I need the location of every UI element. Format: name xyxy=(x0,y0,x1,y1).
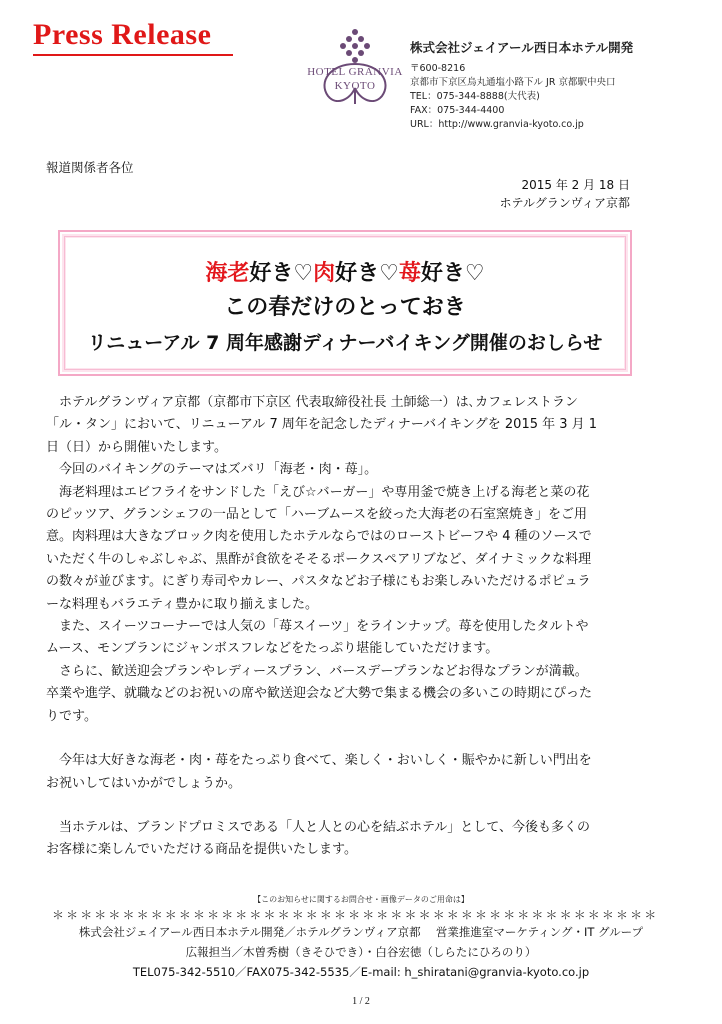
company-fax: FAX：075-344-4400 xyxy=(410,105,505,116)
body-line: 今回のバイキングのテーマはズバリ「海老・肉・苺」。 xyxy=(46,462,378,478)
headline-line-1 xyxy=(60,256,630,287)
press-release-title: Press Release xyxy=(33,18,212,51)
body-line: 意。肉料理は大きなブロック肉を使用したホテルならではのローストビーフや 4 種のソースで xyxy=(46,529,592,545)
company-tel: TEL：075-344-8888(大代表) xyxy=(410,91,540,102)
body-line: 卒業や進学、就職などのお祝いの席や歓送迎会など大勢で集まる機会の多いこの時期にぴった xyxy=(46,686,593,702)
body-line: 「ル・タン」において、リニューアル 7 周年を記念したディナーバイキングを 2015 年 3 月 1 xyxy=(46,417,598,433)
body-line: 当ホテルは、ブランドプロミスである「人と人との心を結ぶホテル」として、今後も多くの xyxy=(46,819,591,835)
body-line: 日（日）から開催いたします。 xyxy=(46,439,227,455)
headline-word-strawberry: 苺 xyxy=(398,261,421,286)
body-line: お客様に楽しんでいただける商品を提供いたします。 xyxy=(46,842,357,858)
body-text xyxy=(46,392,646,862)
body-line: お祝いしてはいかがでしょうか。 xyxy=(46,775,242,791)
headline-suffix-1: 好き♡ xyxy=(249,261,314,286)
body-line: 海老料理はエビフライをサンドした「えび☆バーガー」や専用釜で焼き上げる海老と菜の花 xyxy=(46,484,590,500)
body-line: ーな料理もバラエティ豊かに取り揃えました。 xyxy=(46,596,318,612)
contact-info xyxy=(0,922,722,982)
star-divider: ＊＊＊＊＊＊＊＊＊＊＊＊＊＊＊＊＊＊＊＊＊＊＊＊＊＊＊＊＊＊＊＊＊＊＊＊＊＊＊＊＊＊＊ xyxy=(52,908,659,922)
contact-org: 株式会社ジェイアール西日本ホテル開発／ホテルグランヴィア京都 営業推進室マーケティング・IT グループ xyxy=(78,925,644,939)
company-info xyxy=(410,38,633,132)
body-line: りです。 xyxy=(46,708,97,724)
headline-suffix-2: 好き♡ xyxy=(335,261,399,286)
postal-code: 〒600-8216 xyxy=(410,63,466,74)
body-line: 今年は大好きな海老・肉・苺をたっぷり食べて、楽しく・おいしく・賑やかに新しい門出を xyxy=(46,753,592,769)
body-line: ホテルグランヴィア京都（京都市下京区 代表取締役社長 土師総一）は､カフェレストラン xyxy=(46,395,579,410)
logo-text-hotel: HOTEL GRANVIA xyxy=(307,66,403,78)
headline-suffix-3: 好き♡ xyxy=(420,261,485,286)
page-number: 1 / 2 xyxy=(352,996,370,1007)
headline-line-2: この春だけのとっておき xyxy=(224,295,466,320)
headline-word-shrimp: 海老 xyxy=(205,261,250,286)
body-line: のピッツア、グランシェフの一品として「ハーブムースを絞った大海老の石室窯焼き」をご用 xyxy=(46,507,587,523)
company-url[interactable]: URL：http://www.granvia-kyoto.co.jp xyxy=(410,119,584,130)
title-underline xyxy=(33,54,233,56)
contact-persons: 広報担当／木曽秀樹（きそひでき）・白谷宏徳（しらたにひろのり） xyxy=(185,945,537,959)
body-line: ムース、モンブランにジャンボスフレなどをたっぷり堪能していただけます。 xyxy=(46,641,499,657)
body-line: さらに、歓送迎会プランやレディースプラン、バースデープランなどお得なプランが満載。 xyxy=(46,663,588,679)
body-line: また、スイーツコーナーでは人気の「苺スイーツ」をラインナップ。苺を使用したタルトや xyxy=(46,619,589,635)
issuer-name: ホテルグランヴィア京都 xyxy=(499,196,630,210)
headline-word-meat: 肉 xyxy=(313,261,336,286)
company-name: 株式会社ジェイアール西日本ホテル開発 xyxy=(410,40,634,55)
body-line: の数々が並びます。にぎり寿司やカレー、パスタなどお子様にもお楽しみいただけるポピュラ xyxy=(46,574,591,590)
date-issuer xyxy=(500,176,630,212)
body-line: いただく牛のしゃぶしゃぶ、黒酢が食欲をそそるポークスペアリブなど、ダイナミックな料理 xyxy=(46,551,592,567)
contact-heading: 【このお知らせに関するお問合せ・画像データのご用命は】 xyxy=(253,895,469,904)
paragraph-gap xyxy=(46,728,646,750)
logo-text-kyoto: KYOTO xyxy=(334,80,376,92)
addressee: 報道関係者各位 xyxy=(46,160,134,175)
release-date: 2015 年 2 月 18 日 xyxy=(521,178,630,192)
paragraph-gap xyxy=(46,795,646,817)
contact-phone-email[interactable]: TEL075-342-5510／FAX075-342-5535／E-mail: h_shiratani@granvia-kyoto.co.jp xyxy=(132,965,590,979)
headline-line-3: リニューアル 7 周年感謝ディナーバイキング開催のおしらせ xyxy=(87,332,603,354)
headline-box xyxy=(58,230,632,376)
company-address: 京都市下京区烏丸通塩小路下ル JR 京都駅中央口 xyxy=(410,77,616,88)
